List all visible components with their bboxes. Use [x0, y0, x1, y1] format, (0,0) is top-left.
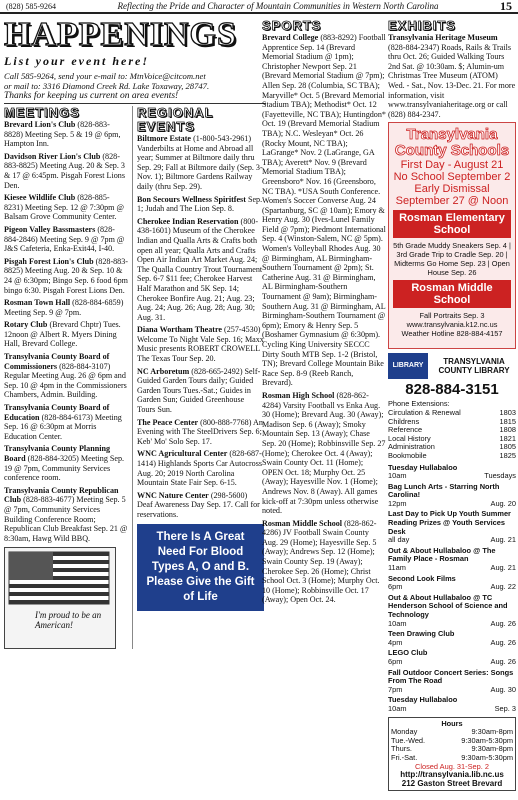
ext-label: Childrens — [388, 416, 420, 426]
header-tagline: Reflecting the Pride and Character of Mountain Communities in Western North Carolina — [117, 1, 439, 11]
sports-heading: SPORTS — [262, 18, 322, 33]
entry-text: (828-884-6173) Meeting Sep. 16 @ 6:30pm at Morris Education Center. — [4, 412, 122, 441]
entry-text: (828-885-8231) Meeting Sep. 12 @ 7:30pm @ Balsam Grove Community Center. — [4, 193, 124, 222]
meetings-column — [4, 106, 132, 649]
hours-day: Fri.-Sat. — [391, 752, 418, 762]
exhibits-section — [388, 18, 516, 798]
library-address: 212 Gaston Street Brevard — [401, 778, 503, 788]
event-date: Aug. 26 — [490, 656, 516, 666]
event-date: Sep. 3 — [494, 703, 516, 713]
ext-num: 1825 — [499, 450, 516, 460]
event-meta — [388, 564, 516, 573]
entry-text: (828-883-8825) Meeting Aug. 20 & Sep. 10 & 24 @ 6:30pm; Bingo Sep. 6 food 6pm bingo 6:30. Pisgah Forest Lions Den. — [4, 256, 128, 295]
library-event — [388, 669, 516, 695]
library-name: TRANSYLVANIA COUNTY LIBRARY — [438, 357, 510, 376]
entry-name: Kiesee Wildlife Club — [4, 193, 76, 203]
entry-text: (828-884-6859) Meeting Sep. 9 @ 7pm. — [4, 298, 124, 317]
ext-num: 1815 — [499, 416, 516, 426]
page-number: 15 — [499, 0, 512, 13]
event-title: Fall Outdoor Concert Series: Songs From The Road — [388, 667, 514, 686]
happenings-title: HAPPENINGS — [4, 18, 237, 53]
event-meta — [388, 639, 516, 648]
entry-name: Pisgah Forest Lion's Club — [4, 256, 94, 266]
event-date: Aug. 20 — [490, 498, 516, 508]
entry-name: The Peace Center — [137, 417, 199, 427]
library-event — [388, 649, 516, 666]
entry-name: Davidson River Lion's Club — [4, 151, 101, 161]
entry-name: Brevard Lion's Club — [4, 120, 76, 129]
schools-url[interactable]: www.transylvania.k12.nc.us — [406, 320, 498, 330]
rosman-high-text: (828-862-4284) Varsity Football vs Enka Aug. 30 (Home); Brevard Aug. 30 (Away); Madison Sep. 6 (Away); Smoky Mountain Sep. 13 (Away); Chase Sep. 20 (Home); Robbinsville Sep. 27 (Home); Cherokee Oct. 4 (Away); Swain County Oct. 11 (Home); OPEN Oct. 18; Murphy Oct. 25 (Away); Hayesville Nov. 1 (Home); Andrews Nov. 8 (Away). All games kick-off at 7:30pm unless otherwise noted. — [262, 390, 386, 516]
list-item — [4, 257, 128, 295]
entry-text: (828-883-8828) Meeting Sep. 5 & 19 @ 6pm, Hampton Inn. — [4, 120, 121, 149]
event-date: Aug. 26 — [490, 618, 516, 628]
library-url[interactable]: http://transylvania.lib.nc.us — [400, 770, 504, 780]
ext-title: Phone Extensions: — [388, 399, 450, 409]
event-meta — [388, 536, 516, 545]
event-title: Tuesday Hullabaloo — [388, 462, 458, 472]
library-extensions — [388, 400, 516, 460]
entry-name: NC Arboretum — [137, 366, 190, 376]
event-time: 7pm — [388, 684, 403, 694]
entry-text: (828-884-2846) Meeting Sep. 9 @ 7pm @ J&S Cafeteria, Enka-Exit44, I-40. — [4, 224, 125, 254]
event-meta — [388, 500, 516, 509]
entry-text: (800-888-7768) An Evening with The SteelDrivers Sep. 6; Keb' Mo' Solo Sep. 17. — [137, 417, 263, 446]
hours-title: Hours — [441, 718, 463, 728]
event-title: Out & About Hullabaloo @ TC Henderson School of Science and Technology — [388, 592, 508, 619]
regional-list — [137, 134, 264, 520]
event-meta — [388, 686, 516, 695]
exhibit-text: (828-884-2347) Roads, Rails & Trails thru Oct. 26; Guided Walking Tours 2nd Sat. @ 10:30am. $; Alumin-um Christmas Tree Museum (ATOM) Wed. - Sat., Nov. 13-Dec. 21. For more information, visit www.transylvaniaheritage.org or call (828) 884-2347. — [388, 42, 516, 119]
ext-list — [388, 409, 516, 461]
list-item — [137, 325, 264, 363]
entry-text: (828-883-4677) Meeting Sep. 5 @ 7pm, Community Services Building Conference Room; Republican Club Breakfast Sep. 21 @ 8:30am, Hawg Wild BBQ. — [4, 495, 128, 543]
rosman-high-sports — [262, 391, 386, 516]
happenings-contact — [4, 71, 266, 101]
event-time: 10am — [388, 618, 407, 628]
library-event — [388, 547, 516, 573]
entry-name: Diana Wortham Theatre — [137, 325, 222, 335]
entry-name: Transylvania County Republican Club — [4, 485, 119, 505]
flag-icon — [5, 548, 113, 608]
event-time: 6pm — [388, 656, 403, 666]
event-time: 10am — [388, 703, 407, 713]
event-meta — [388, 705, 516, 714]
ext-label: Bookmobile — [388, 450, 427, 460]
happenings-section — [4, 18, 266, 798]
entry-text: (800-438-1601) Museum of the Cherokee Indian and Qualla Arts & Crafts both open all year; Qualla Arts and Crafts Open Air Indian Art Market Aug. 24; The Qualla Country Trout Tournament Sep. 6-7 $11 fee; Cherokee Harvest Half Marathon and 5K Sep. 14; Cherokee Bonfire Aug. 21; Aug. 23; Aug. 24; Aug. 26; Aug. 28; Aug. 30; Aug. 31. — [137, 216, 263, 322]
event-title: Teen Drawing Club — [388, 629, 455, 639]
first-day: First Day - August 21 — [400, 159, 504, 172]
entry-text: (257-4530) Welcome To Night Vale Sep. 16; Maxx Music presents ROBERT CROWELL The Texas Tour Sep. 20. — [137, 325, 264, 364]
entry-name: Transylvania County Board of Commissioners — [4, 352, 110, 371]
mail-line: or mail to: 3316 Diamond Creek Rd. Lake Toxaway, 28747. — [4, 81, 210, 91]
list-item — [4, 225, 128, 254]
list-item — [137, 418, 264, 447]
sports-section — [262, 18, 386, 798]
page-header — [0, 0, 518, 14]
library-event — [388, 630, 516, 647]
event-time: 11am — [388, 563, 406, 573]
event-date: Tuesdays — [484, 471, 516, 481]
event-date: Aug. 30 — [490, 684, 516, 694]
ext-num: 1805 — [499, 442, 516, 452]
list-item — [137, 134, 264, 192]
list-item — [137, 217, 264, 323]
american-flag-image — [4, 547, 116, 649]
hours-day: Tue.-Wed. — [391, 735, 426, 745]
blood-drive-ad: There Is A Great Need For Blood Types A, O and B. Please Give the Gift of Life — [137, 524, 264, 611]
entry-text: Sep. 1; Judah and The Lion Sep. 8. — [137, 194, 263, 214]
event-date: Aug. 21 — [490, 563, 516, 573]
library-event — [388, 575, 516, 592]
ext-num: 1821 — [499, 433, 516, 443]
list-item — [4, 120, 128, 149]
list-item — [4, 352, 128, 400]
flag-caption: I'm proud to be an American! — [35, 610, 102, 631]
header-phone: (828) 585-9264 — [6, 1, 56, 11]
event-date: Aug. 21 — [490, 535, 516, 545]
entry-text: (828-883-8825) Meeting Aug. 20 & Sep. 3 & 17 @ 6:45pm. Pisgah Forest Lions Den. — [4, 151, 125, 190]
middle-details: Fall Portraits Sep. 3 — [419, 311, 485, 321]
entry-text: (1-800-543-2961) Vanderbilts at Home and Abroad all year; Summer at Biltmore daily thru Sep. 29; Fall at Biltmore daily (Sep. 3-Nov. 1); Biltmore Gardens Railway daily (thru Sep. 29). — [137, 134, 263, 191]
event-time: 4pm — [388, 637, 403, 647]
ext-label: Local History — [388, 433, 431, 443]
rosman-middle-name: Rosman Middle School — [262, 518, 343, 528]
schools-ad — [388, 122, 516, 349]
entry-text: (828-884-3205) Meeting Sep. 19 @ 7pm, Community Services conference room. — [4, 454, 125, 483]
library-events — [388, 464, 516, 714]
two-columns — [4, 106, 266, 649]
list-item — [4, 320, 128, 349]
brevard-college-text: (883-8292) Football Apprentice Sep. 14 (Brevard Memorial Stadium @ 1pm); Christopher Newport Sep. 21 (Brevard Memorial Stadium @ 7pm); Allen Sep. 28 (Columbia, SC TBA); Maryville* Oct. 5 (Brevard Memorial Stadium TBA); Methodist* Oct. 12 (Fayetteville, NC TBA); Huntingdon* Oct. 19 (Brevard Memorial Stadium TBA); N.C. Wesleyan* Oct. 26 (Rocky Mount, NC TBA); LaGrange* Nov. 2 (LaGrange, GA TBA); Averett* Nov. 9 (Brevard Memorial Stadium TBA); Greensboro* Nov. 16 (Greensboro, NC TBA). *USA South Conference. Women's Soccer Converse Aug. 24 (Spartanburg, SC @ 10am); Emory & Henry Aug. 30 (Ives-Lunel Family Field @ 7pm); Piedmont International Sep. 4 (Winston-Salem, NC @ 5pm). Women's Volleyball Rhodes Aug. 30 @ Birmingham, AL Birmingham-Southern Tournament @ 2pm); St. Catherine Aug. 31 @ Birmingham, AL Birmingham-Southern Tournament @ 9am); Birmingham-Southern Aug. 31 @ Birmingham, AL Birmingham-Southern Tournament @ 6pm); Emory & Henry Sep. 5 (Boshamer Gymnasium @ 6:30pm). Cycling King University SECCC Dirty South MTB Sep. 1-2 (Bristol, TN); Brevard College Mountain Bike Race Sep. 8-9 (Reeb Ranch, Brevard). — [262, 33, 386, 388]
library-logo-icon: LIBRARY — [388, 353, 428, 379]
brevard-college-sports — [262, 33, 386, 388]
list-item — [137, 367, 264, 415]
list-item — [137, 195, 264, 214]
entry-text: (828-884-3107) Regular Meeting Aug. 26 @ 6pm and Sep. 10 @ 4pm in the Commissioners Chambers, Admin. Building. — [4, 361, 127, 400]
entry-name: Rotary Club — [4, 320, 48, 330]
entry-text: (Brevard Chptr) Tues. 12noon @ Albert R. Myers Dining Hall, Brevard College. — [4, 320, 121, 349]
regional-heading: REGIONAL EVENTS — [137, 105, 214, 134]
exhibits-heading: EXHIBITS — [388, 18, 456, 33]
call-line: Call 585-9264, send your e-mail to: MtnVoice@citcom.net — [4, 71, 206, 81]
library-header — [388, 353, 516, 379]
elementary-details: 5th Grade Muddy Sneakers Sep. 4 | 3rd Grade Trip to Cradle Sep. 20 | Midterms Go Home Sep. 23 | Open House Sep. 26 — [393, 241, 511, 278]
entry-name: Pigeon Valley Bassmasters — [4, 224, 96, 234]
hours-day: Monday — [391, 727, 418, 737]
event-time: 12pm — [388, 498, 407, 508]
library-hours — [388, 717, 516, 792]
event-time: 6pm — [388, 582, 403, 592]
weather-hotline: Weather Hotline 828-884-4157 — [401, 329, 503, 339]
event-title: LEGO Club — [388, 648, 428, 658]
library-event — [388, 483, 516, 509]
hours-time: 9:30am-8pm — [471, 744, 513, 754]
entry-name: Biltmore Estate — [137, 134, 192, 143]
list-item — [4, 152, 128, 190]
entry-text: (298-5600) Deaf Awareness Day Sep. 17. Call for reservations. — [137, 490, 260, 519]
event-title: Out & About Hullabaloo @ The Family Place - Rosman — [388, 545, 496, 564]
exhibit-name: Transylvania Heritage Museum — [388, 33, 498, 42]
ext-label: Reference — [388, 425, 423, 435]
list-item — [4, 298, 128, 317]
event-time: all day — [388, 535, 410, 545]
entry-name: WNC Agricultural Center — [137, 449, 228, 459]
library-phone: 828-884-3151 — [405, 381, 499, 399]
no-school: No School September 2 — [393, 171, 511, 184]
entry-text: (828-665-2492) Self-Guided Garden Tours daily; Guided Garden Tours Tues.-Sat.; Guides in Garden Sun; Guided Greenhouse Tours Sun. — [137, 366, 261, 415]
ext-num: 1808 — [499, 425, 516, 435]
happenings-subtitle: List your event here! — [4, 54, 149, 68]
regional-column — [132, 106, 264, 649]
list-item — [4, 486, 128, 544]
list-item — [137, 491, 264, 520]
elementary-title: Rosman Elementary School — [393, 210, 511, 238]
list-item — [4, 444, 128, 482]
event-date: Aug. 26 — [490, 637, 516, 647]
schools-title: Transylvania County Schools — [394, 126, 510, 160]
event-date: Aug. 22 — [490, 582, 516, 592]
hours-list — [391, 728, 513, 762]
rosman-high-name: Rosman High School — [262, 390, 335, 400]
early-dismissal: Early Dismissal September 27 @ Noon — [395, 183, 509, 208]
entry-name: Transylvania County Planning Board — [4, 444, 110, 463]
hours-time: 9:30am-5:30pm — [461, 752, 513, 762]
event-meta — [388, 658, 516, 667]
ext-label: Circulation & Renewal — [388, 407, 461, 417]
list-item — [137, 449, 264, 487]
brevard-college-name: Brevard College — [262, 33, 319, 42]
list-item — [4, 193, 128, 222]
meetings-list — [4, 120, 128, 543]
event-meta — [388, 620, 516, 629]
ext-label: Administration — [388, 442, 435, 452]
middle-title: Rosman Middle School — [393, 280, 511, 308]
event-time: 10am — [388, 471, 407, 481]
event-title: Tuesday Hullabaloo — [388, 695, 458, 705]
thanks-line: Thanks for keeping us current on area events! — [4, 91, 179, 101]
library-event — [388, 696, 516, 713]
hours-time: 9:30am-5:30pm — [461, 735, 513, 745]
hours-day: Thurs. — [391, 744, 412, 754]
entry-name: Transylvania County Board of Education — [4, 403, 110, 422]
entry-name: Bon Secours Wellness Spiritfest — [137, 194, 246, 204]
entry-name: Cherokee Indian Reservation — [137, 216, 239, 226]
ext-num: 1803 — [499, 407, 516, 417]
entry-name: Rosman Town Hall — [4, 298, 71, 308]
event-title: Bag Lunch Arts - Starring North Carolina! — [388, 481, 500, 500]
entry-name: WNC Nature Center — [137, 490, 209, 500]
list-item — [4, 403, 128, 441]
rosman-middle-sports — [262, 519, 386, 605]
event-title: Last Day to Pick Up Youth Summer Reading Prizes @ Youth Services Desk — [388, 509, 511, 536]
exhibit-entry — [388, 33, 516, 119]
rosman-middle-text: (828-862-4286) JV Football Swain County Aug. 29 (Home); Hayesville Sep. 5 (Away); Andrews Sep. 12 (Home); Swain County Sep. 19 (Away); Cherokee Sep. 26 (Home); Christ School Oct. 3 (Home); Murphy Oct. 10 (Home); Robbinsville Oct. 17 (Away); Open Oct. 24. — [262, 518, 380, 605]
hours-time: 9:30am-8pm — [471, 727, 513, 737]
event-meta — [388, 472, 516, 481]
event-meta — [388, 583, 516, 592]
closed-notice: Closed Aug. 31-Sep. 2 — [415, 761, 489, 771]
library-event — [388, 464, 516, 481]
library-event — [388, 510, 516, 544]
library-event — [388, 594, 516, 628]
divider — [4, 103, 266, 104]
ext-row — [388, 452, 516, 461]
meetings-heading: MEETINGS — [4, 105, 80, 120]
event-title: Second Look Films — [388, 573, 456, 583]
entry-text: (828-687-1414) Highlands Sports Car Autocross Aug. 20; 2019 North Carolina Mountain State Fair Sep. 6-15. — [137, 449, 262, 488]
